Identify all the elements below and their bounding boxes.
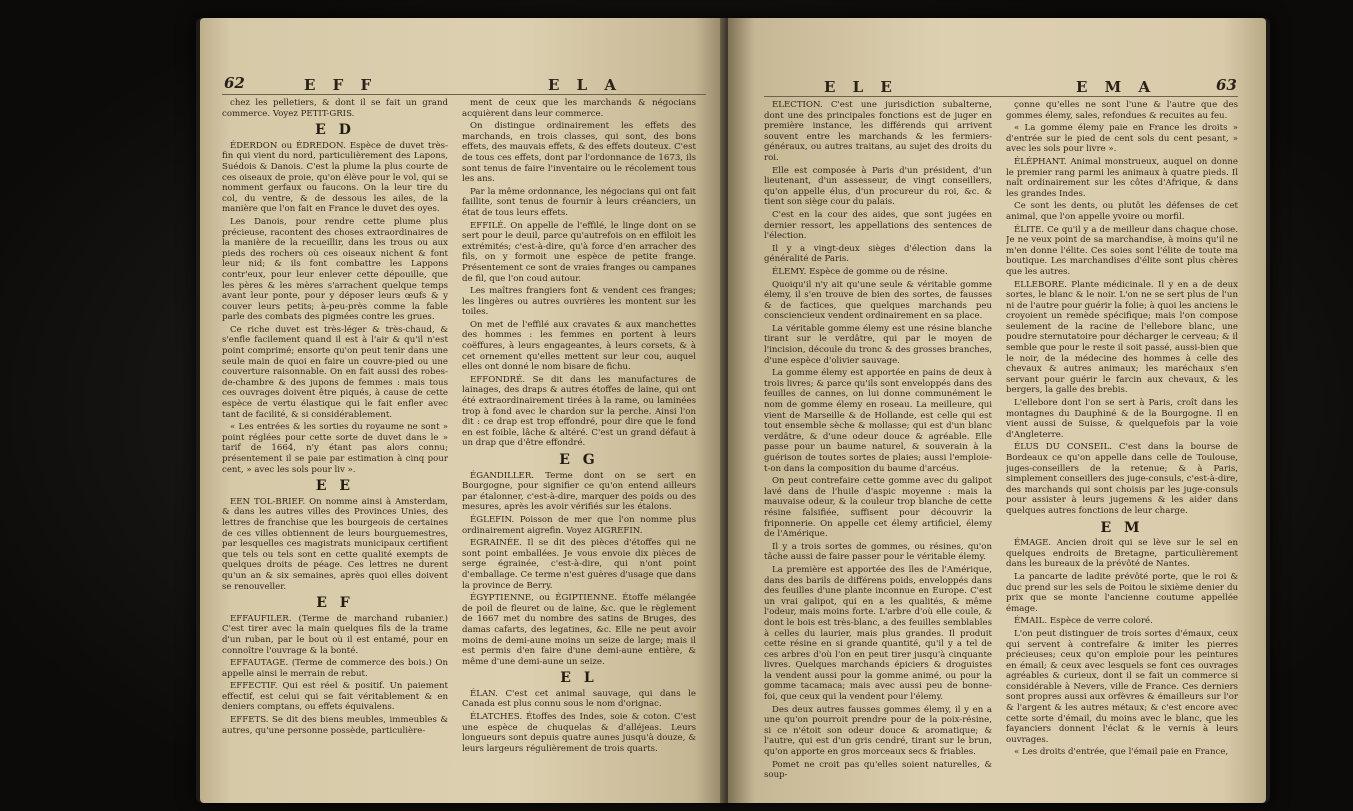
right-page-number: 63 bbox=[1216, 76, 1237, 94]
dictionary-entry-paragraph: ÉLATCHES. Étoffes des Indes, soie & coton. C'est une espèce de chuquelas & d'alléjeas. Leurs longueurs sont depuis quatre aunes jusqu'à douze, & leurs largeurs régulièrement de trois quarts. bbox=[462, 712, 696, 754]
dictionary-entry-paragraph: On met de l'effilé aux cravates & aux manchettes des hommes : les femmes en portent à leurs coëffures, à leurs engageantes, à leurs corsets, & à cet ornement qu'elles mettent sur leur cou, auquel elles ont donné le nom bisare de fichu. bbox=[462, 319, 696, 373]
dictionary-entry-paragraph: ÉGYPTIENNE, ou ÉGIPTIENNE. Étoffe mélangée de poil de fleuret ou de laine, &c. que le règlement de 1667 met du nombre des satins de Bruges, des damas cafarts, des legatines, &c. Elle ne peut avoir moins de demi-aune moins un seize de large; mais il est permis d'en faire d'une demi-aune entière, & même d'une demi-aune un seize. bbox=[462, 593, 696, 667]
dictionary-entry-paragraph: On peut contrefaire cette gomme avec du galipot lavé dans de l'huile d'aspic moyenne : mais la mauvaise odeur, & la couleur trop blanche de cette résine falsifiée, suffisent pour découvrir la friponnerie. On appelle cet élemy artificiel, élemy de l'Amérique. bbox=[764, 476, 992, 540]
dictionary-entry-paragraph: Il y a trois sortes de gommes, ou résines, qu'on tâche aussi de faire passer pour le véritable élemy. bbox=[764, 541, 992, 563]
dictionary-entry-paragraph: ÉLECTION. C'est une jurisdiction subalterne, dont une des principales fonctions est de juger en première instance, les différends qui arrivent souvent entre les marchands & les fermiers-généraux, ou autres traitans, au sujet des droits du roi. bbox=[764, 100, 992, 163]
dictionary-entry-paragraph: Ce riche duvet est très-léger & très-chaud, & s'enfle facilement quand il est à l'air & qu'il n'est point comprimé; ensorte qu'on peut tenir dans une seule main de quoi en faire un couvre-pied ou une couverture raisonnable. On en fait aussi des robes-de-chambre & des jupons de femmes : mais tous ces ouvrages doivent être piqués, à cause de cette espèce de vertu élastique qui le fait enfler avec tant de facilité, & si considérablement. bbox=[222, 324, 448, 420]
dictionary-entry-paragraph: « La gomme élemy paie en France les droits » d'entrée sur le pied de cent sols du cent pesant, » avec les sols pour livre ». bbox=[1006, 123, 1238, 155]
dictionary-entry-paragraph: EGRAINÉE. Il se dit des pièces d'étoffes qui ne sont point emballées. Je vous envoie dix pièces de serge égrainée, c'est-à-dire, qui n'ont point d'emballage. Ce terme n'est guères d'usage que dans la province de Berry. bbox=[462, 538, 696, 591]
dictionary-entry-paragraph: Les Danois, pour rendre cette plume plus précieuse, racontent des choses extraordinaires de la manière de la recueillir, dans les trous ou aux pieds des rochers où ces oiseaux nichent & font leur nid; & ils font combattre les Lappons contr'eux, pour leur enlever cette dépouille, que les pères & les mères s'arrachent quelque temps avant leur ponte, pour y déposer leurs œufs & y couver leurs petits; à-peu-près comme la fable parle des combats des pigmées contre les grues. bbox=[222, 216, 448, 323]
dictionary-entry-paragraph: Il y a vingt-deux sièges d'élection dans la généralité de Paris. bbox=[764, 243, 992, 265]
dictionary-entry-paragraph: ÉMAGE. Ancien droit qui se lève sur le sel en quelques endroits de Bretagne, particulièrement dans les bureaux de la prévôté de Nantes. bbox=[1006, 538, 1238, 570]
section-letter-heading: E E bbox=[315, 478, 355, 495]
open-book bbox=[196, 18, 1270, 803]
dictionary-entry-paragraph: Par la même ordonnance, les négocians qui ont fait faillite, sont tenus de fournir à leurs créanciers, un état de tous leurs effets. bbox=[462, 186, 696, 218]
right-column-1 bbox=[764, 100, 992, 780]
dictionary-entry-paragraph: L'on peut distinguer de trois sortes d'émaux, ceux qui servent à contrefaire & imiter les pierres précieuses; ceux qu'on emploie pour les peintures en émail; & ceux avec lesquels se font ces ouvrages agréables & curieux, dont il se fait un commerce si considérable à Nevers, ville de France. Ces derniers sont propres aussi aux orfèvres & émailleurs sur l'or & l'argent & les autres métaux; & c'est encore avec cette sorte d'émail, du moins avec le blanc, que les fayanciers donnent l'éclat & le vernis à leurs ouvrages. bbox=[1006, 628, 1238, 745]
dictionary-entry-paragraph: EFFECTIF. Qui est réel & positif. Un paiement effectif, est celui qui se fait véritablement & en deniers comptans, ou effets équivalens. bbox=[222, 681, 448, 713]
dictionary-entry-paragraph: « Les droits d'entrée, que l'émail paie en France, bbox=[1014, 747, 1229, 758]
dictionary-entry-paragraph: Pomet ne croit pas qu'elles soient naturelles, & soup- bbox=[764, 759, 992, 780]
dictionary-entry-paragraph: EEN TOL-BRIEF. On nomme ainsi à Amsterdam, & dans les autres villes des Provinces Unies, des lettres de franchise que les bourgeois de certaines de ces villes obtiennent de leurs bourguemestres, par lesquelles ces magistrats municipaux certifient que tels ou tels sont en cette qualité exempts de quelques droits de péage. Ces lettres ne durent qu'un an & six semaines, après quoi elles doivent se renouveller. bbox=[222, 496, 448, 592]
left-page-number: 62 bbox=[224, 74, 245, 92]
right-running-head-2: E M A bbox=[1076, 78, 1157, 96]
left-column-2 bbox=[462, 98, 696, 778]
dictionary-entry-paragraph: Les maîtres frangiers font & vendent ces franges; les lingères ou autres ouvrières les montent sur les toiles. bbox=[462, 286, 696, 318]
dictionary-entry-paragraph: La pancarte de ladite prévôté porte, que le roi & duc prend sur les sels de Poitou le sixième denier du prix que se monte l'ancienne coutume appellée émage. bbox=[1006, 571, 1238, 614]
section-letter-heading: E G bbox=[559, 452, 599, 468]
left-column-1 bbox=[222, 98, 448, 778]
left-running-head-2: E L A bbox=[548, 76, 623, 94]
right-page bbox=[728, 18, 1266, 803]
dictionary-entry-paragraph: EFFILÉ. On appelle de l'effilé, le linge dont on se sert pour le deuil, parce qu'autrefois on en effiloit les extrémités; c'est-à-dire, qu'à force d'en arracher des fils, on y formoit une espèce de petite frange. Présentement ce sont de vraies franges ou campanes de fil, que l'on coud autour. bbox=[462, 220, 696, 284]
dictionary-entry-paragraph: ÉLÉPHANT. Animal monstrueux, auquel on donne le premier rang parmi les animaux à quatre pieds. Il naît ordinairement sur les côtes d'Afrique, & dans les grandes Indes. bbox=[1006, 156, 1238, 199]
dictionary-entry-paragraph: « Les entrées & les sorties du royaume ne sont » point réglées pour cette sorte de duvet dans le » tarif de 1664, n'y étant pas alors connu; présentement il se paie par estimation à cinq pour cent, » avec les sols pour liv ». bbox=[222, 422, 448, 475]
section-letter-heading: E L bbox=[560, 670, 598, 687]
right-head-rule bbox=[764, 96, 1238, 97]
dictionary-entry-paragraph: chez les pelletiers, & dont il se fait un grand commerce. Voyez PETIT-GRIS. bbox=[222, 98, 448, 119]
dictionary-entry-paragraph: Quoiqu'il n'y ait qu'une seule & véritable gomme élemy, il s'en trouve de bien des sortes, de fausses & de factices, que quelques marchands peu consciencieux vendent ordinairement en sa place. bbox=[764, 279, 992, 322]
dictionary-entry-paragraph: Ce sont les dents, ou plutôt les défenses de cet animal, que l'on appelle yvoire ou morfil. bbox=[1006, 201, 1238, 222]
dictionary-entry-paragraph: ÉLEMY. Espèce de gomme ou de résine. bbox=[772, 266, 948, 277]
dictionary-entry-paragraph: ELLEBORE. Plante médicinale. Il y en a de deux sortes, le blanc & le noir. L'on ne se sert plus de l'un ni de l'autre pour guérir la folie; à quoi les anciens le croyoient un remède spécifique; mais l'on compose seulement de la racine de l'ellebore blanc, une poudre sternutatoire pour décharger le cerveau; & il semble que pour le reste il soit passé, aussi-bien que le noir, de la médecine des hommes à celle des chevaux & autres animaux; les maréchaux s'en servant pour guérir le farcin aux chevaux, & les bergers, la galle des brebis. bbox=[1006, 279, 1238, 396]
left-running-head-1: E F F bbox=[304, 76, 378, 94]
section-letter-heading: E M bbox=[1100, 519, 1144, 536]
dictionary-entry-paragraph: ÉLITE. Ce qu'il y a de meilleur dans chaque chose. Je ne veux point de sa marchandise, à moins qu'il ne m'en donne l'élite. Ces soies sont l'élite de toute ma boutique. Les marchandises d'élite sont plus chères que les autres. bbox=[1006, 224, 1238, 277]
dictionary-entry-paragraph: Des deux autres fausses gommes élemy, il y en a une qu'on pourroit prendre pour de la poix-résine, si ce n'étoit son odeur douce & aromatique; & l'autre, qui est d'un gris cendré, tirant sur le brun, qu'on apporte en gros morceaux secs & friables. bbox=[764, 704, 992, 758]
dictionary-entry-paragraph: L'ellebore dont l'on se sert à Paris, croît dans les montagnes du Dauphiné & de la Bourgogne. Il en vient aussi de Suisse, & quelquefois par la voie d'Angleterre. bbox=[1006, 398, 1238, 440]
dictionary-entry-paragraph: ÉGANDILLER. Terme dont on se sert en Bourgogne, pour signifier ce qu'on entend ailleurs par étalonner, c'est-à-dire, marquer des poids ou des mesures, après les avoir vérifiés sur les étalons. bbox=[462, 470, 696, 513]
dictionary-entry-paragraph: C'est en la cour des aides, que sont jugées en dernier ressort, les appellations des sentences de l'élection. bbox=[764, 209, 992, 242]
dictionary-entry-paragraph: ÉDERDON ou ÉDREDON. Espèce de duvet très-fin qui vient du nord, particulièrement des Lapons, Suédois & Danois. C'est la plume la plus courte de ces oiseaux de proie, qu'on élève pour le vol, qui se nomment gerfaux ou faucons. On la leur tire du col, du ventre, & de dessous les ailes, de la manière que l'on fait en France le duvet des oyes. bbox=[222, 140, 448, 215]
section-letter-heading: E D bbox=[315, 122, 355, 139]
dictionary-entry-paragraph: EFFAUTAGE. (Terme de commerce des bois.) On appelle ainsi le merrain de rebut. bbox=[222, 658, 448, 679]
dictionary-entry-paragraph: EFFONDRÉ. Se dit dans les manufactures de lainages, des draps & autres étoffes de laine, qui ont été extraordinairement tirées à la rame, ou laminées trop à fond avec le chardon sur la perche. Ainsi l'on dit : ce drap est trop effondré, pour dire que le fond en est foible, lâche & altéré. C'est un grand défaut à un drap que d'être effondré. bbox=[462, 374, 696, 449]
dictionary-entry-paragraph: EFFETS. Se dit des biens meubles, immeubles & autres, qu'une personne possède, particulière- bbox=[222, 715, 448, 736]
section-letter-heading: E F bbox=[316, 595, 354, 612]
dictionary-entry-paragraph: ÉMAIL. Espèce de verre coloré. bbox=[1014, 616, 1153, 627]
dictionary-entry-paragraph: On distingue ordinairement les effets des marchands, en trois classes, qui sont, des bons effets, des mauvais effets, & des effets douteux. C'est de tous ces effets, dont par l'ordonnance de 1673, ils sont tenus de faire l'inventaire ou le récolement tous les ans. bbox=[462, 121, 696, 185]
dictionary-entry-paragraph: La première est apportée des îles de l'Amérique, dans des barils de différens poids, enveloppés dans des feuilles d'une plante inconnue en Europe. C'est un vrai galipot, qui en a les qualités, & même l'odeur, mais moins forte. L'arbre d'où elle coule, & dont le bois est très-blanc, a des feuilles semblables à celles du laurier, mais plus grandes. Il produit cette résine en si grande quantité, qu'il y a tel de ces arbres d'où l'on en peut tirer jusqu'à cinquante livres. Quelques marchands épiciers & droguistes la vendent aussi pour la gomme animé, ou pour la gomme tacamaca; mais avec aussi peu de bonne-foi, que ceux qui la vendent pour l'élemy. bbox=[764, 564, 992, 703]
dictionary-entry-paragraph: La gomme élemy est apportée en pains de deux à trois livres; & parce qu'ils sont enveloppés dans des feuilles de cannes, on lui donne communément le nom de gomme élemy en roseau. La meilleure, qui vient de Marseille & de Hollande, est celle qui est tout ensemble sèche & mollasse; qui est d'un blanc verdâtre, & d'une odeur douce & agréable. Elle passe pour un baume naturel, & souverain à la guérison de toutes sortes de plaies; aussi l'emploie-t-on dans la composition du baume d'arcéus. bbox=[764, 368, 992, 474]
dictionary-entry-paragraph: ment de ceux que les marchands & négocians acquièrent dans leur commerce. bbox=[462, 98, 696, 119]
dictionary-entry-paragraph: ÉGLEFIN. Poisson de mer que l'on nomme plus ordinairement aigrefin. Voyez AIGREFIN. bbox=[462, 514, 696, 536]
dictionary-entry-paragraph: La véritable gomme élemy est une résine blanche tirant sur le verdâtre, qui par le moyen de l'incision, découle du tronc & des grosses branches, d'une espèce d'olivier sauvage. bbox=[764, 323, 992, 366]
dictionary-entry-paragraph: EFFAUFILER. (Terme de marchand rubanier.) C'est tirer avec la main quelques fils de la trame d'un ruban, par le bout où il est entamé, pour en connoître l'ouvrage & la bonté. bbox=[222, 613, 448, 656]
right-running-head-1: E L E bbox=[824, 78, 898, 96]
right-column-2 bbox=[1006, 100, 1238, 780]
dictionary-entry-paragraph: ÉLUS DU CONSEIL. C'est dans la bourse de Bordeaux ce qu'on appelle dans celle de Toulouse, juges-conseillers de la retenue; & à Paris, simplement conseillers des juge-consuls, c'est-à-dire, des marchands qui sont choisis par les juge-consuls pour assister à leurs jugemens & les aider dans quelques autres fonctions de leur charge. bbox=[1006, 442, 1238, 516]
dictionary-entry-paragraph: çonne qu'elles ne sont l'une & l'autre que des gommes élemy, sales, refondues & recuites au feu. bbox=[1006, 100, 1238, 121]
left-page bbox=[200, 18, 726, 803]
dictionary-entry-paragraph: Elle est composée à Paris d'un président, d'un lieutenant, d'un assesseur, de vingt conseillers, qu'on appelle élus, d'un procureur du roi, &c. & tient son siège cour du palais. bbox=[764, 165, 992, 208]
left-head-rule bbox=[222, 94, 706, 95]
dictionary-entry-paragraph: ÉLAN. C'est cet animal sauvage, qui dans le Canada est plus connu sous le nom d'orignac. bbox=[462, 688, 696, 710]
